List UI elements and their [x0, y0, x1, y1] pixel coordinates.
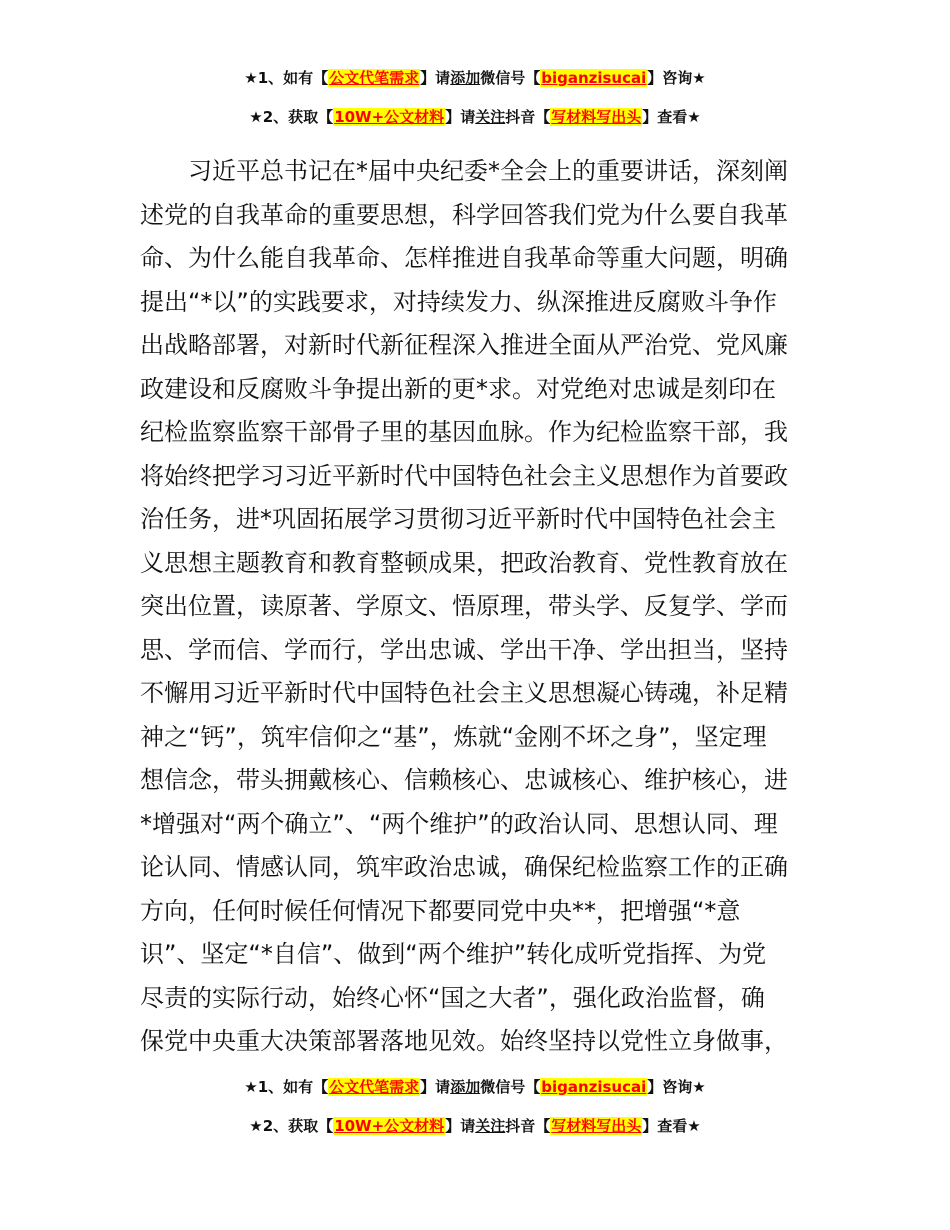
body-line: 想信念，带头拥戴核心、信赖核心、忠诚核心、维护核心，进: [140, 766, 788, 794]
promo-prefix: ★1、如有【: [244, 69, 329, 87]
body-line: 不懈用习近平新时代中国特色社会主义思想凝心铸魂，补足精: [140, 679, 788, 707]
body-line: 突出位置，读原著、学原文、悟原理，带头学、反复学、学而: [140, 592, 788, 620]
promo-text: 】请: [420, 69, 451, 87]
header-promo-line-2: [0, 106, 950, 128]
promo-prefix: ★1、如有【: [244, 1078, 329, 1096]
promo-highlight-wechat-id: biganzisucai: [541, 69, 647, 87]
promo-text: 微信号【: [480, 69, 541, 87]
body-line: 政建设和反腐败斗争提出新的更*求。对党绝对忠诚是刻印在: [140, 374, 776, 403]
promo-highlight-service: 公文代笔需求: [329, 69, 420, 87]
promo-highlight-wechat-id: biganzisucai: [541, 1078, 647, 1096]
promo-text: 】请: [445, 1117, 476, 1135]
promo-emphasis: 关注: [475, 1117, 506, 1135]
header-promo-line-1: [0, 67, 950, 89]
body-line: 治任务，进*巩固拓展学习贯彻习近平新时代中国特色社会主: [140, 505, 776, 533]
promo-highlight-service: 公文代笔需求: [329, 1078, 420, 1096]
promo-highlight-materials: 10W+公文材料: [334, 108, 445, 126]
promo-highlight-douyin: 写材料写出头: [551, 108, 642, 126]
body-line: 保党中央重大决策部署落地见效。始终坚持以党性立身做事，: [140, 1027, 788, 1055]
body-line: 思、学而信、学而行，学出忠诚、学出干净、学出担当，坚持: [140, 635, 788, 664]
body-line: *增强对“两个确立”、“两个维护”的政治认同、思想认同、理: [140, 809, 778, 838]
promo-suffix: 】查看★: [642, 108, 701, 126]
promo-suffix: 】查看★: [642, 1117, 701, 1135]
promo-suffix: 】咨询★: [647, 69, 706, 87]
body-line: 纪检监察监察干部骨子里的基因血脉。作为纪检监察干部，我: [140, 418, 788, 446]
promo-text: 微信号【: [480, 1078, 541, 1096]
promo-text: 】请: [420, 1078, 451, 1096]
promo-emphasis: 添加: [450, 1078, 481, 1096]
promo-text: 抖音【: [505, 1117, 551, 1135]
document-body: [140, 150, 820, 1064]
body-line: 述党的自我革命的重要思想，科学回答我们党为什么要自我革: [140, 200, 788, 229]
body-line: 提出“*以”的实践要求，对持续发力、纵深推进反腐败斗争作: [140, 287, 777, 316]
body-line: 义思想主题教育和教育整顿成果，把政治教育、党性教育放在: [140, 548, 788, 577]
body-line: 论认同、情感认同，筑牢政治忠诚，确保纪检监察工作的正确: [140, 853, 788, 881]
promo-prefix: ★2、获取【: [249, 108, 334, 126]
body-line: 识”、坚定“*自信”、做到“两个维护”转化成听党指挥、为党: [140, 940, 767, 968]
promo-suffix: 】咨询★: [647, 1078, 706, 1096]
body-line: 出战略部署，对新时代新征程深入推进全面从严治党、党风廉: [140, 331, 788, 359]
body-line: 尽责的实际行动，始终心怀“国之大者”，强化政治监督，确: [140, 983, 765, 1012]
promo-emphasis: 添加: [450, 69, 481, 87]
promo-text: 抖音【: [505, 108, 551, 126]
body-line: 神之“钙”，筑牢信仰之“基”，炼就“金刚不坏之身”，坚定理: [140, 722, 767, 751]
body-line: 方向，任何时候任何情况下都要同党中央**，把增强“*意: [140, 896, 741, 925]
footer-promo-line-1: [0, 1076, 950, 1098]
promo-text: 】请: [445, 108, 476, 126]
promo-highlight-materials: 10W+公文材料: [334, 1117, 445, 1135]
body-line: 命、为什么能自我革命、怎样推进自我革命等重大问题，明确: [140, 244, 788, 272]
promo-highlight-douyin: 写材料写出头: [551, 1117, 642, 1135]
body-line: 将始终把学习习近平新时代中国特色社会主义思想作为首要政: [140, 461, 788, 490]
promo-emphasis: 关注: [475, 108, 506, 126]
footer-promo-line-2: [0, 1115, 950, 1137]
body-line: 习近平总书记在*届中央纪委*全会上的重要讲话，深刻阐: [188, 157, 788, 185]
promo-prefix: ★2、获取【: [249, 1117, 334, 1135]
